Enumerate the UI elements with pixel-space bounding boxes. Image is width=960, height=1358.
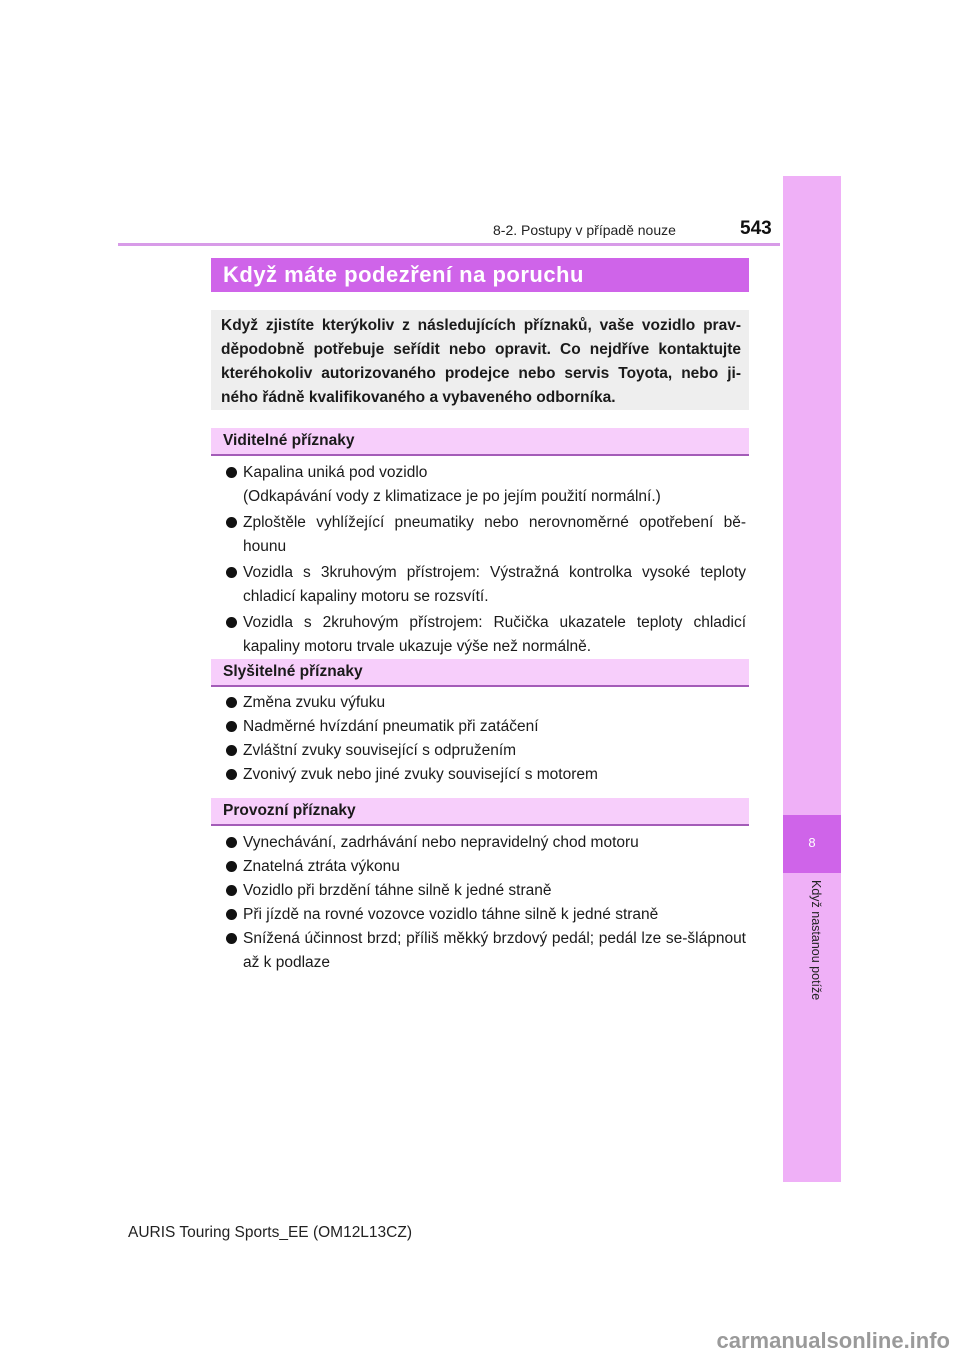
bullet-icon xyxy=(226,567,237,578)
page-number: 543 xyxy=(740,218,772,239)
subheading-visible-label: Viditelné příznaky xyxy=(223,432,355,449)
audible-symptoms-list xyxy=(226,691,746,787)
intro-text: Když zjistíte kterýkoliv z následujících příznaků, vaše vozidlo prav-děpodobně potřebuje seřídit nebo opravit. Co nejdříve kontaktujte kteréhokoliv autorizovaného prodejce nebo servis Toyota, nebo ji-ného řádně kvalifikovaného a vybaveného odborníka. xyxy=(221,317,741,406)
bullet-icon xyxy=(226,885,237,896)
subheading-audible xyxy=(211,659,749,687)
visible-symptoms-list xyxy=(226,461,746,659)
list-item: Snížená účinnost brzd; příliš měkký brzdový pedál; pedál lze se-šlápnout až k podlaze xyxy=(226,927,746,975)
list-item: Zvonivý zvuk nebo jiné zvuky související s motorem xyxy=(226,763,746,787)
bullet-icon xyxy=(226,909,237,920)
list-item: Při jízdě na rovné vozovce vozidlo táhne silně k jedné straně xyxy=(226,903,746,927)
chapter-number-box xyxy=(783,815,841,873)
watermark: carmanualsonline.info xyxy=(716,1328,950,1353)
bullet-icon xyxy=(226,467,237,478)
list-item: Vozidlo při brzdění táhne silně k jedné straně xyxy=(226,879,746,903)
chapter-label: Když nastanou potíže xyxy=(809,880,823,1001)
list-item: Vozidla s 2kruhovým přístrojem: Ručička ukazatele teploty chladicí kapaliny motoru trvale ukazuje výše než normálně. xyxy=(226,611,746,659)
bullet-icon xyxy=(226,861,237,872)
list-item: Kapalina uniká pod vozidlo (Odkapávání vody z klimatizace je po jejím použití normální.) xyxy=(226,461,746,509)
page-title-bar xyxy=(211,258,749,292)
bullet-icon xyxy=(226,697,237,708)
list-item: Změna zvuku výfuku xyxy=(226,691,746,715)
list-item: Znatelná ztráta výkonu xyxy=(226,855,746,879)
list-item: Vozidla s 3kruhovým přístrojem: Výstražná kontrolka vysoké teploty chladicí kapaliny motoru se rozsvítí. xyxy=(226,561,746,609)
list-item: Zvláštní zvuky související s odpružením xyxy=(226,739,746,763)
bullet-icon xyxy=(226,837,237,848)
bullet-icon xyxy=(226,721,237,732)
page-title: Když máte podezření na poruchu xyxy=(223,262,584,287)
bullet-icon xyxy=(226,517,237,528)
section-breadcrumb: 8-2. Postupy v případě nouze xyxy=(493,222,676,238)
intro-box xyxy=(211,310,749,410)
footer-model-code: AURIS Touring Sports_EE (OM12L13CZ) xyxy=(128,1224,412,1241)
bullet-icon xyxy=(226,933,237,944)
subheading-visible xyxy=(211,428,749,456)
bullet-icon xyxy=(226,769,237,780)
list-item: Nadměrné hvízdání pneumatik při zatáčení xyxy=(226,715,746,739)
list-item: Vynechávání, zadrhávání nebo nepravidelný chod motoru xyxy=(226,831,746,855)
subheading-audible-label: Slyšitelné příznaky xyxy=(223,663,363,680)
subheading-operational xyxy=(211,798,749,826)
subheading-operational-label: Provozní příznaky xyxy=(223,802,356,819)
bullet-icon xyxy=(226,617,237,628)
chapter-number: 8 xyxy=(808,835,816,850)
list-item: Zploštěle vyhlížející pneumatiky nebo nerovnoměrné opotřebení bě-hounu xyxy=(226,511,746,559)
operational-symptoms-list xyxy=(226,831,746,975)
bullet-icon xyxy=(226,745,237,756)
header-rule xyxy=(118,243,780,246)
chapter-side-tab xyxy=(783,176,841,1182)
